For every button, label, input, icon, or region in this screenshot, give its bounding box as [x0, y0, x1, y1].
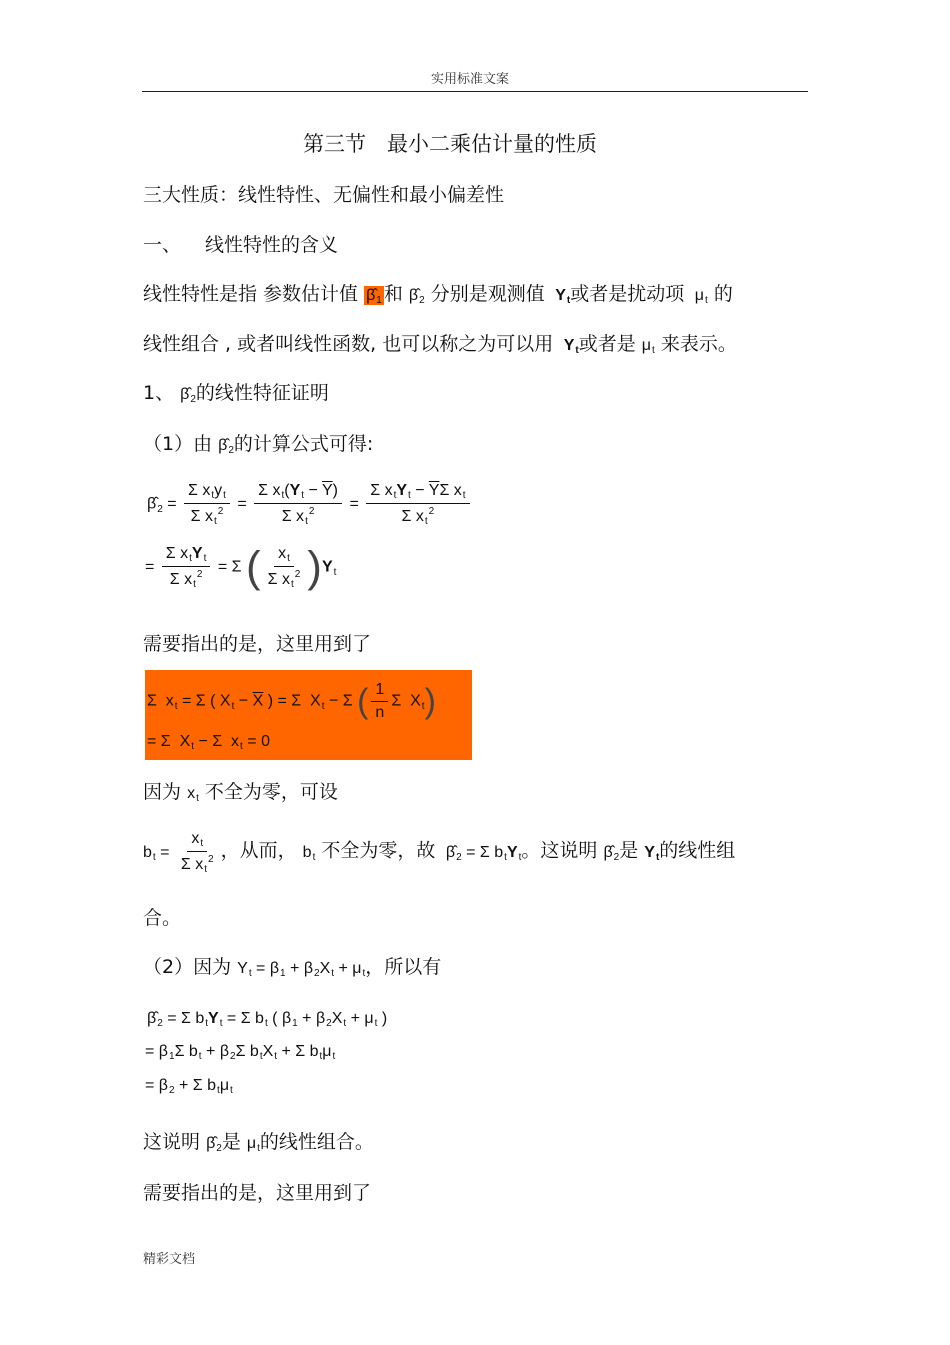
- equation-expansion-line1: $\betâ_2 = \Sigma$ $b_tY_t = \Sigma$ $b_t$ ( $\beta_1 + \beta_2X_t + \mu_t$ ): [147, 1010, 388, 1029]
- header-rule: [142, 91, 808, 92]
- he-line: 合。: [143, 907, 182, 929]
- equation-expansion-line2: = $\beta_1\Sigma$ $b_t + \beta_2\Sigma$ $b_tX_t + \Sigma$ $b_t\mu_t$: [145, 1043, 336, 1062]
- item-1-heading: 1、 $\betâ_2$的线性特征证明: [143, 382, 329, 405]
- section-number: 一、: [143, 234, 182, 256]
- highlighted-equation-line2: = Σ $X_t - \Sigma$ $x_t = 0$: [147, 733, 270, 752]
- page-header: 实用标准文案: [431, 72, 510, 87]
- step-1: （1）由 $\betâ_2$的计算公式可得:: [143, 433, 374, 456]
- conclusion-line: 这说明 $\betâ_2$是 $\mu_t$的线性组合。: [143, 1131, 374, 1154]
- section-title: 线性特性的含义: [205, 234, 339, 256]
- paragraph-line-1: 线性特性是指 参数估计值 $\betâ_1$ 和 $\betâ_2$ 分别是观测值 $Y_t$或者是扰动项 $\mu_t$ 的: [143, 283, 733, 306]
- beta1-hat-highlight: $\betâ_1$: [366, 287, 382, 306]
- equation-beta2-line2: = $\frac{\Sigma x_tY_t}{\Sigma x_t^2}$ = Σ ( $\frac{x_t}{\Sigma x_t^2}$ )$Y_t$: [145, 542, 337, 592]
- page-footer: 精彩文档: [143, 1252, 196, 1267]
- bt-definition-line: $b_t$ = $\frac{x_t}{\Sigma x_t^2}$ ，从而， $b_t$ 不全为零，故 $\betâ_2 = \Sigma$ $b_tY_t$。这说明 $\betâ_2$是 $Y_t$的线性组: [143, 830, 736, 875]
- note-line-2: 需要指出的是，这里用到了: [143, 1182, 372, 1204]
- highlighted-equation-line1: Σ $x_t = \Sigma$ ( $X_t - \overline{X}$ ) = Σ $X_t - \Sigma$ ( $\frac{1}{n}$ Σ $X_t$): [147, 681, 436, 721]
- note-line-1: 需要指出的是，这里用到了: [143, 633, 372, 655]
- intro-line: 三大性质：线性特性、无偏性和最小偏差性: [143, 184, 505, 206]
- paragraph-line-2: 线性组合 , 或者叫线性函数, 也可以称之为可以用 $Y_t$或者是 $\mu_t$ 来表示。: [143, 333, 737, 356]
- page-title: 第三节 最小二乘估计量的性质: [303, 132, 597, 156]
- because-line: 因为 $x_t$ 不全为零，可设: [143, 781, 338, 804]
- equation-expansion-line3: = $\beta_2 + \Sigma$ $b_t\mu_t$: [145, 1077, 233, 1096]
- section-heading: [143, 230, 338, 257]
- step-2: （2）因为 $Y_t = \beta_1 + \beta_2X_t + \mu_t$，所以有: [143, 956, 442, 979]
- equation-beta2-line1: $\betâ_2$ = $\frac{\Sigma x_ty_t}{\Sigma x_t^2}$ = $\frac{\Sigma x_t(Y_t - \overline{Y})}{\Sigma x_t^2}$ = $\frac{\Sigma x_tY_t - \overline{Y}\Sigma x_t}{\Sigma x_t^2}$: [147, 482, 473, 527]
